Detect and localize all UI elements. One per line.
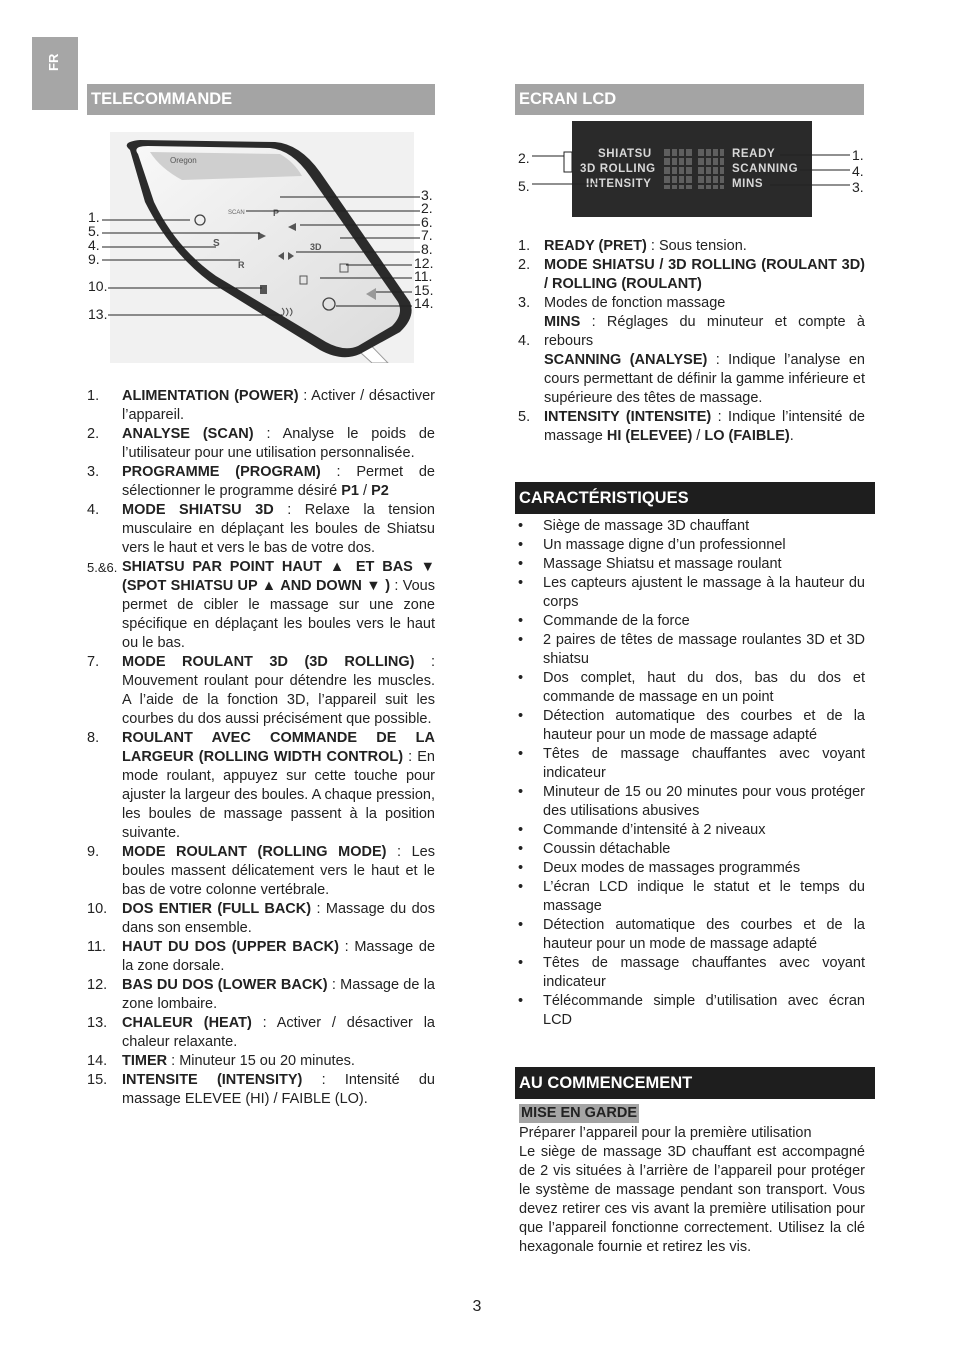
list-item: • Détection automatique des courbes et de la hauteur pour un mode de massage adapté (518, 917, 865, 952)
section-header-caracteristiques: CARACTÉRISTIQUES (515, 482, 875, 514)
commencement-text (519, 1124, 865, 1257)
list-item: 9. MODE ROULANT (ROLLING MODE) : Les boules massent délicatement vers le haut et le bas de votre colonne vertébrale. (87, 844, 435, 898)
list-item: • L’écran LCD indique le statut et le temps du massage (518, 879, 865, 914)
3d-rolling-icon: 3D (310, 242, 322, 252)
section-header-ecran: ECRAN LCD (515, 84, 864, 115)
list-item: 13. CHALEUR (HEAT) : Activer / désactiver la chaleur relaxante. (87, 1015, 435, 1050)
rolling-mode-icon: R (238, 260, 245, 270)
callout-8: 8. (421, 241, 433, 257)
list-item: • Détection automatique des courbes et de la hauteur pour un mode de massage adapté (518, 708, 865, 743)
list-item: • Dos complet, haut du dos, bas du dos et commande de massage en un point (518, 670, 865, 705)
lcd-label-intensity: INTENSITY (586, 178, 652, 190)
callout-12: 12. (414, 255, 434, 271)
callout-3: 3. (421, 187, 433, 203)
callout-7: 7. (421, 227, 433, 243)
lcd-callout-2: 2. (518, 150, 530, 166)
list-item: 14. TIMER : Minuteur 15 ou 20 minutes. (87, 1053, 355, 1069)
callout-2: 2. (421, 200, 433, 216)
commencement-line1: Préparer l’appareil pour la première utilisation (519, 1125, 812, 1141)
subheading-mise-en-garde: MISE EN GARDE (521, 1105, 638, 1121)
list-item: 10. DOS ENTIER (FULL BACK) : Massage du dos dans son ensemble. (87, 901, 435, 936)
lcd-callout-1: 1. (852, 147, 864, 163)
list-item: • Commande de la force (518, 613, 690, 629)
callout-14: 14. (414, 295, 434, 311)
list-item: • Coussin détachable (518, 841, 671, 857)
callout-4: 4. (88, 237, 100, 253)
remote-brand-text: Oregon (170, 156, 197, 165)
list-item: 8. ROULANT AVEC COMMANDE DE LA LARGEUR (ROLLING WIDTH CONTROL) : En mode roulant, appuyez sur cette touche pour ajuster la largeur des boules. A chaque pression, les boules de massage passent à la position suivante. (87, 730, 435, 841)
list-item: 7. MODE ROULANT 3D (3D ROLLING) : Mouvement roulant pour détendre les muscles. A l’aide de la fonction 3D, l’appareil suit les courbes du dos aussi précisément que possible. (87, 654, 436, 727)
lcd-label-scanning: SCANNING (732, 163, 799, 175)
list-item: • Deux modes de massages programmés (518, 860, 801, 876)
remote-scan-text: SCAN (228, 210, 245, 216)
lcd-leader-lines (500, 140, 860, 200)
list-item: 11. HAUT DU DOS (UPPER BACK) : Massage de la zone dorsale. (87, 939, 436, 974)
lcd-label-shiatsu: SHIATSU (598, 148, 652, 160)
ecran-list (518, 237, 865, 446)
list-item: • Minuteur de 15 ou 20 minutes pour vous protéger des utilisations abusives (518, 784, 865, 819)
lcd-label-3d-rolling: 3D ROLLING (580, 163, 656, 175)
list-item: • Têtes de massage chauffantes avec voyant indicateur (518, 955, 865, 990)
list-item: • Télécommande simple d’utilisation avec écran LCD (518, 993, 865, 1028)
callout-9: 9. (88, 251, 100, 267)
page-number: 3 (472, 1298, 482, 1315)
section-header-telecommande: TELECOMMANDE (87, 84, 435, 115)
list-item: 2. MODE SHIATSU / 3D ROLLING (ROULANT 3D) / ROLLING (ROULANT) (518, 257, 865, 292)
list-item: 2. ANALYSE (SCAN) : Analyse le poids de l’utilisateur pour une utilisation personnalisée. (87, 426, 435, 461)
commencement-body: Le siège de massage 3D chauffant est accompagné de 2 vis situées à l’arrière de l’appareil pour protéger le système de massage pendant son transport. Vous devez retirer ces vis avant la première utilisation pour que l’appareil fonctionne correctement. Utilisez la clé hexagonale fournie et retirez les vis. (519, 1144, 865, 1255)
list-item: 1. READY (PRET) : Sous tension. (518, 238, 747, 254)
list-item: 3. Modes de fonction massage (518, 295, 726, 311)
list-item: • Les capteurs ajustent le massage à la hauteur du corps (518, 575, 865, 610)
callout-15: 15. (414, 282, 434, 298)
list-item: • Un massage digne d’un professionnel (518, 537, 786, 553)
list-item: • Massage Shiatsu et massage roulant (518, 556, 782, 572)
callout-5: 5. (88, 223, 100, 239)
lcd-label-ready: READY (732, 148, 776, 160)
lcd-label-mins: MINS (732, 178, 764, 190)
callout-1: 1. (88, 209, 100, 225)
list-item: • Siège de massage 3D chauffant (518, 518, 750, 534)
lcd-callout-3: 3. (852, 179, 864, 195)
callout-13: 13. (88, 306, 108, 322)
list-item: 1. ALIMENTATION (POWER) : Activer / désactiver l’appareil. (87, 388, 435, 423)
lcd-callout-4: 4. (852, 163, 864, 179)
callout-6: 6. (421, 214, 433, 230)
caracteristiques-list (518, 517, 865, 1030)
callout-10: 10. (88, 278, 108, 294)
list-item: 15. INTENSITE (INTENSITY) : Intensité du massage ELEVEE (HI) / FAIBLE (LO). (87, 1072, 435, 1107)
telecommande-list (87, 387, 436, 1109)
list-item: • Têtes de massage chauffantes avec voyant indicateur (518, 746, 865, 781)
callout-11: 11. (414, 268, 433, 284)
list-item: 12. BAS DU DOS (LOWER BACK) : Massage de la zone lombaire. (87, 977, 435, 1012)
section-header-commencement: AU COMMENCEMENT (515, 1067, 875, 1099)
list-item: 5.&6. SHIATSU PAR POINT HAUT ▲ ET BAS ▼ (SPOT SHIATSU UP ▲ AND DOWN ▼ ) : Vous permet de cibler le massage sur une zone spécifique en déplaçant les boules vers le haut ou le bas. (87, 559, 435, 651)
lcd-callout-5: 5. (518, 178, 530, 194)
shiatsu-icon: S (213, 238, 220, 249)
list-item: • 2 paires de têtes de massage roulantes 3D et 3D shiatsu (518, 632, 865, 667)
list-item: 5. INTENSITY (INTENSITE) : Indique l’intensité de massage HI (ELEVEE) / LO (FAIBLE). (518, 409, 865, 444)
list-item: SCANNING (ANALYSE) : Indique l’analyse en cours permettant de définir la gamme inférieure et supérieure des têtes de massage. (544, 352, 865, 406)
list-item: 3. PROGRAMME (PROGRAM) : Permet de sélectionner le programme désiré P1 / P2 (87, 464, 435, 499)
list-item: • Commande d’intensité à 2 niveaux (518, 822, 766, 838)
program-icon: P (273, 208, 280, 218)
list-item: 4. MINS : Réglages du minuteur et compte à rebours (518, 314, 865, 349)
language-label: FR (46, 53, 61, 71)
list-item: 4. MODE SHIATSU 3D : Relaxe la tension musculaire en déplaçant les boules de Shiatsu vers le haut et vers le bas de votre dos. (87, 502, 435, 556)
